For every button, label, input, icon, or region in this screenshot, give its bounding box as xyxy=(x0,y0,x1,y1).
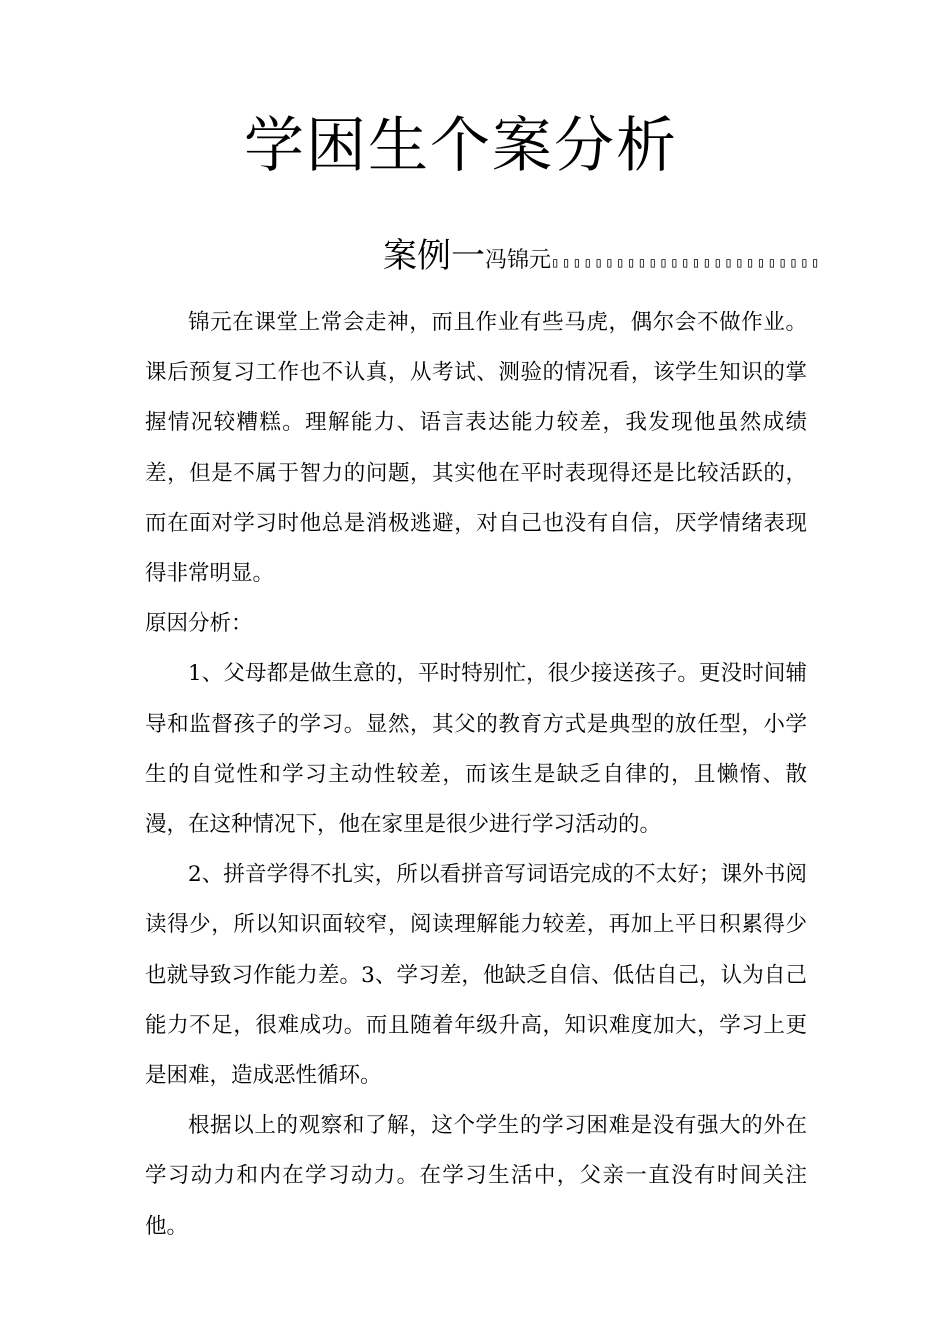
paragraph-cause-2-3: 2、拼音学得不扎实，所以看拼音写词语完成的不太好；课外书阅读得少，所以知识面较窄，阅读理解能力较差，再加上平日积累得少也就导致习作能力差。3、学习差，他缺乏自信、低估自己，认为自己能力不足，很难成功。而且随着年级升高，知识难度加大，学习上更是困难，造成恶性循环。 xyxy=(145,862,807,1089)
body-text xyxy=(145,298,807,1252)
paragraph-cause-analysis-heading: 原因分析： xyxy=(145,611,253,637)
case-label: 案例一 xyxy=(383,236,485,276)
student-name: 冯锦元 xyxy=(485,248,552,273)
paragraph-conclusion: 根据以上的观察和了解，这个学生的学习困难是没有强大的外在学习动力和内在学习动力。在学习生活中，父亲一直没有时间关注他。 xyxy=(145,1113,807,1239)
paragraph-cause-1: 1、父母都是做生意的，平时特别忙，很少接送孩子。更没时间辅导和监督孩子的学习。显然，其父的教育方式是典型的放任型，小学生的自觉性和学习主动性较差，而该生是缺乏自律的，且懒惰、散漫，在这种情况下，他在家里是很少进行学习活动的。 xyxy=(145,661,807,838)
document-title: 学困生个案分析 xyxy=(244,111,678,181)
paragraph-student-description: 锦元在课堂上常会走神，而且作业有些马虎，偶尔会不做作业。课后预复习工作也不认真，从考试、测验的情况看，该学生知识的掌握情况较糟糕。理解能力、语言表达能力较差，我发现他虽然成绩差，但是不属于智力的问题，其实他在平时表现得还是比较活跃的，而在面对学习时他总是消极逃避，对自己也没有自信，厌学情绪表现得非常明显。 xyxy=(145,310,807,587)
case-heading xyxy=(383,234,822,280)
missing-glyph-run: ▯▯▯▯▯▯▯▯▯▯▯▯▯▯▯▯▯▯▯▯▯▯▯▯▯ xyxy=(551,255,822,271)
